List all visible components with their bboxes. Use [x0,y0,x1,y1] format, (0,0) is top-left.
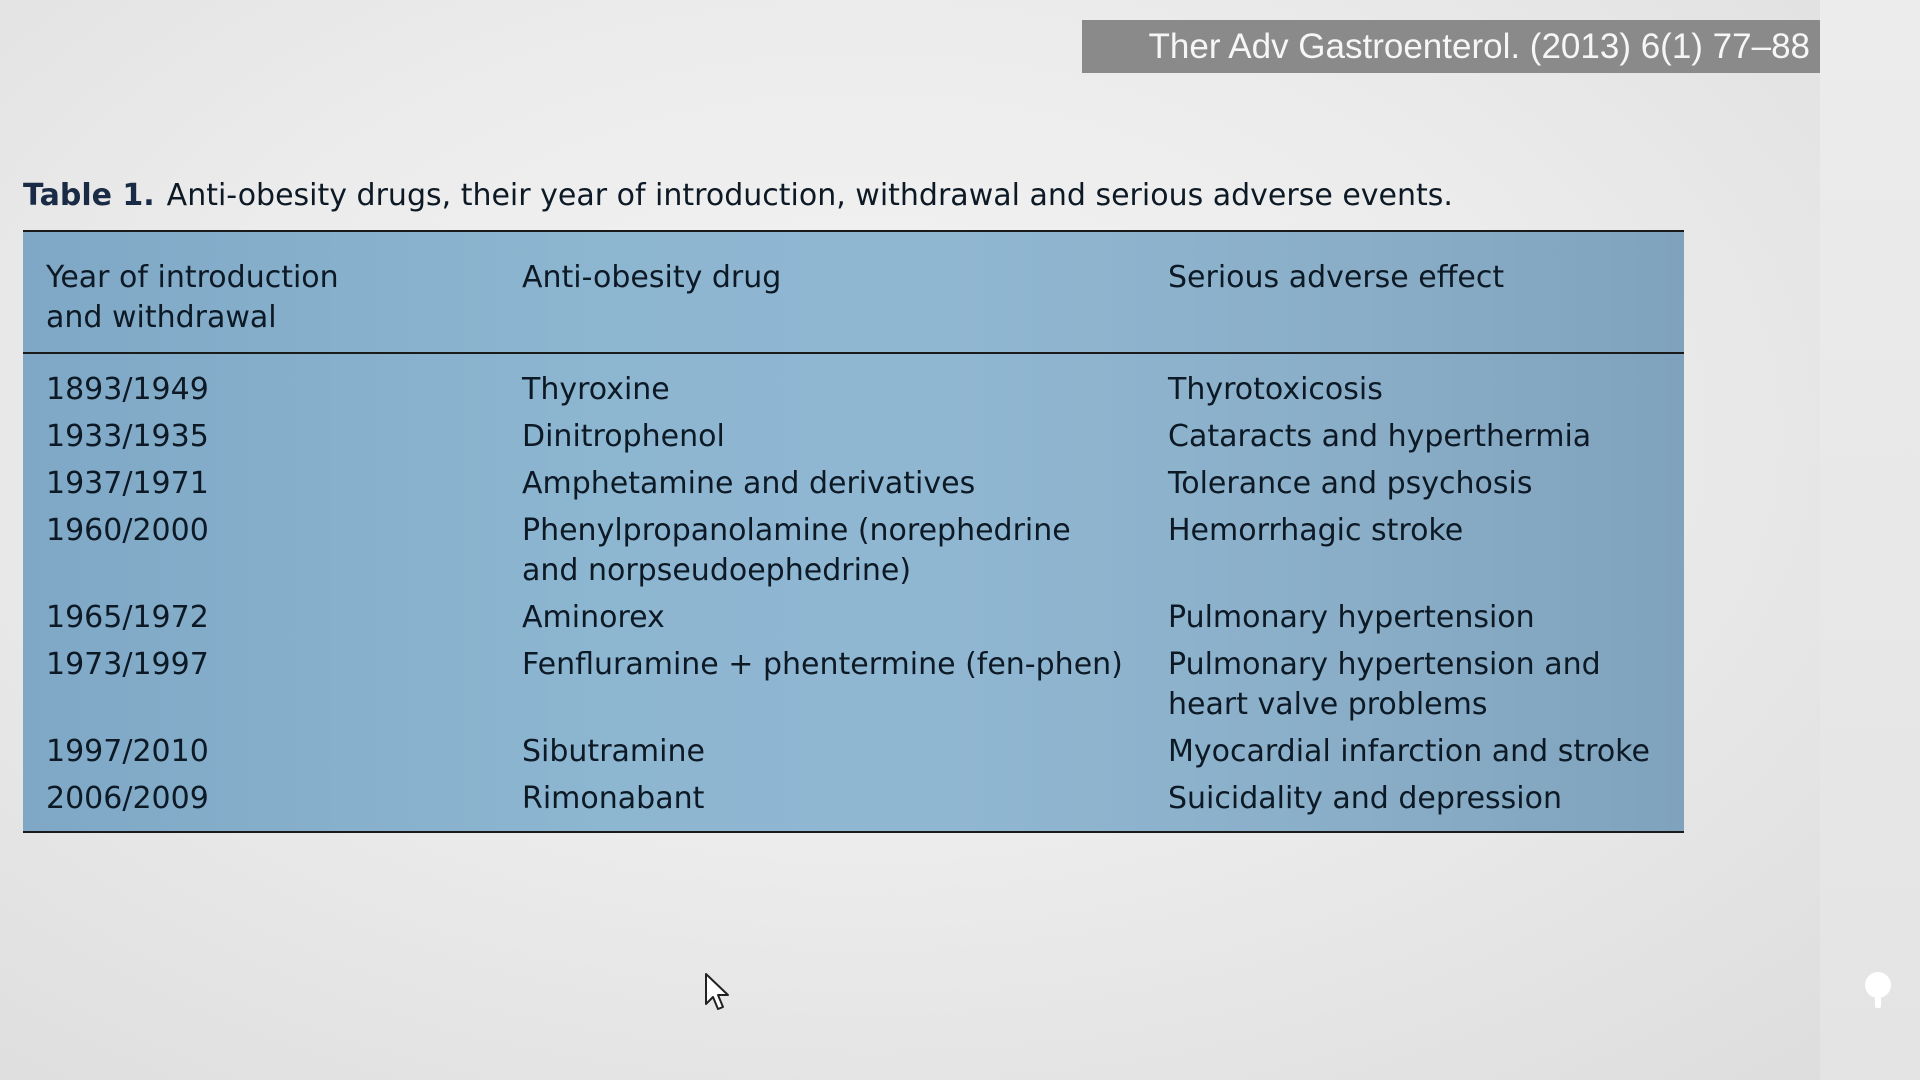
cell-effect: Pulmonary hypertension and heart valve problems [1168,647,1601,722]
table-caption [23,176,1453,216]
cell-year: 1933/1935 [46,419,209,454]
header-effect: Serious adverse effect [1145,232,1684,353]
cell-drug: Rimonabant [522,781,705,816]
cell-effect: Tolerance and psychosis [1168,466,1533,501]
header-drug: Anti-obesity drug [499,232,1145,353]
table-row [23,353,1684,410]
header-year: Year of introduction and withdrawal [23,232,499,353]
table-row [23,591,1684,638]
cell-effect: Pulmonary hypertension [1168,600,1535,635]
cell-year: 1937/1971 [46,466,209,501]
table-row [23,772,1684,831]
cell-drug: Sibutramine [522,734,705,769]
right-edge-strip [1820,0,1920,1080]
cell-drug: Phenylpropanolamine (norephedrine and norpseudoephedrine) [522,513,1071,588]
drug-table-container [23,230,1684,833]
cell-effect: Thyrotoxicosis [1168,372,1383,407]
cell-effect: Cataracts and hyperthermia [1168,419,1592,454]
pin-icon[interactable] [1860,970,1896,1010]
cell-year: 1965/1972 [46,600,209,635]
cell-year: 1973/1997 [46,647,209,682]
table-row [23,638,1684,725]
cell-effect: Hemorrhagic stroke [1168,513,1464,548]
citation-banner: Ther Adv Gastroenterol. (2013) 6(1) 77–88 [1082,20,1820,73]
cell-year: 1997/2010 [46,734,209,769]
mouse-pointer-icon [704,972,732,1012]
table-row [23,504,1684,591]
drug-table [23,232,1684,831]
cell-drug: Amphetamine and derivatives [522,466,976,501]
table-header-row [23,232,1684,353]
table-caption-text: Anti-obesity drugs, their year of introduction, withdrawal and serious adverse events. [166,178,1453,213]
cell-drug: Fenfluramine + phentermine (fen-phen) [522,647,1123,682]
cell-drug: Thyroxine [522,372,670,407]
cell-year: 1893/1949 [46,372,209,407]
cell-year: 1960/2000 [46,513,209,548]
cell-year: 2006/2009 [46,781,209,816]
cell-drug: Dinitrophenol [522,419,725,454]
table-caption-label: Table 1. [23,178,155,213]
table-row [23,457,1684,504]
table-row [23,725,1684,772]
cell-drug: Aminorex [522,600,665,635]
cell-effect: Suicidality and depression [1168,781,1562,816]
table-row [23,410,1684,457]
cell-effect: Myocardial infarction and stroke [1168,734,1650,769]
